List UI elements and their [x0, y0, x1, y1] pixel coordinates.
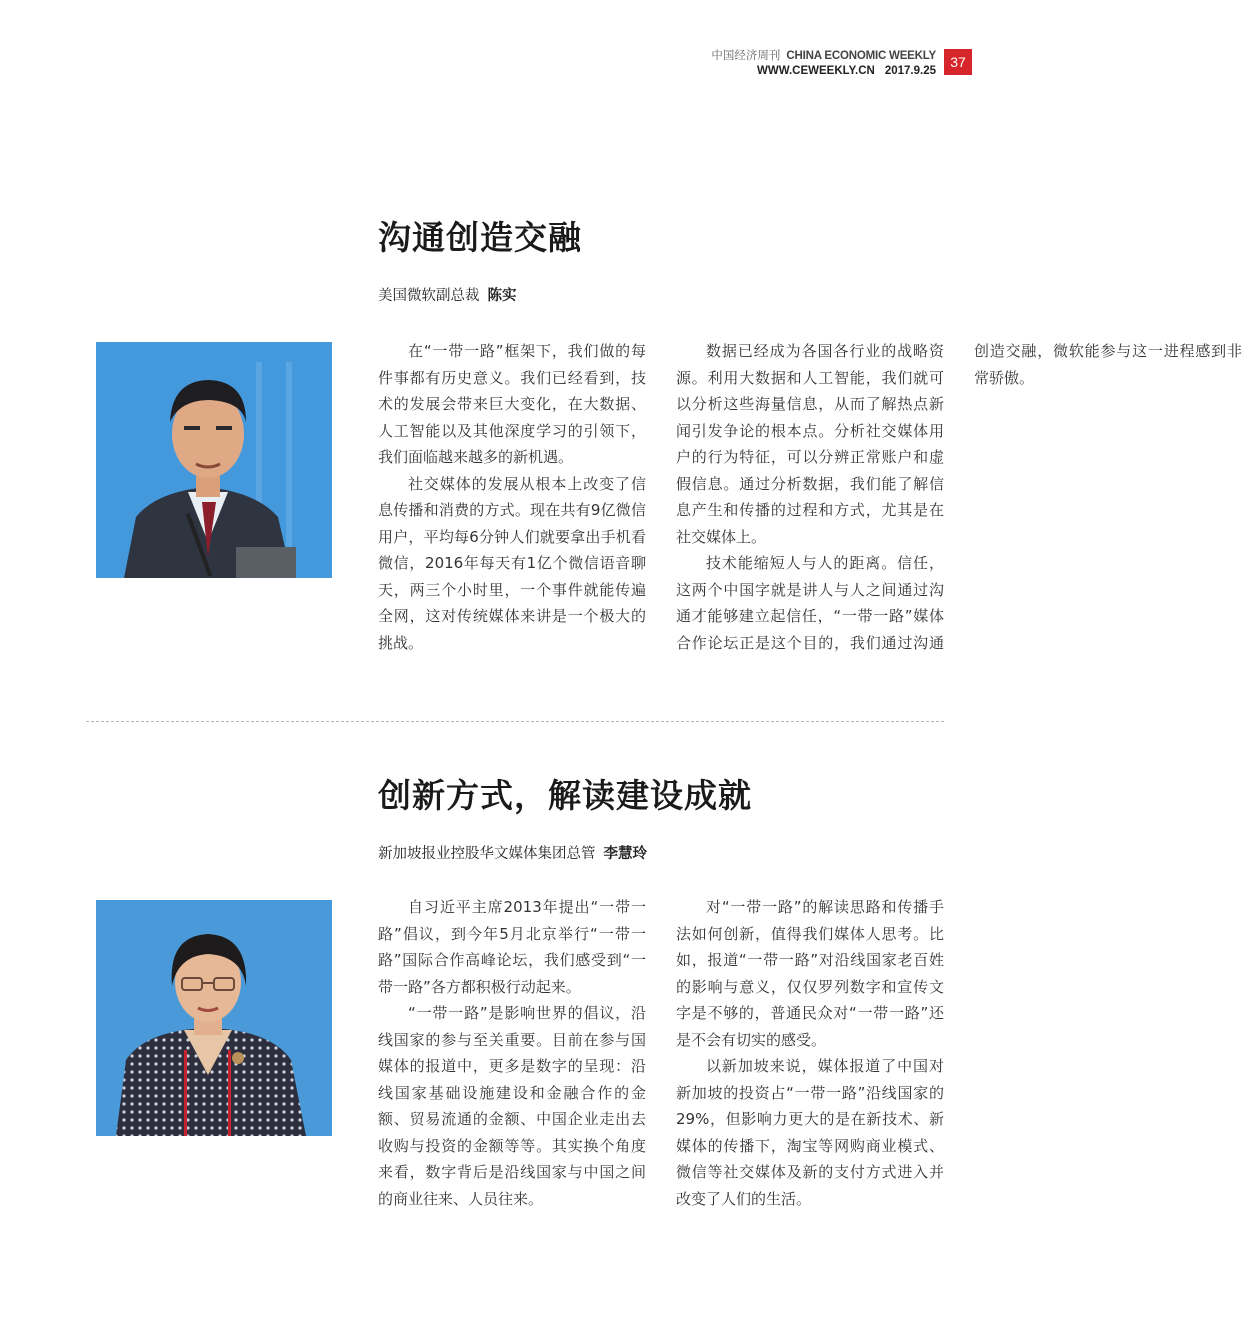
paragraph: 以新加坡来说，媒体报道了中国对新加坡的投资占“一带一路”沿线国家的29%，但影响力更大的是在新技术、新媒体的传播下，淘宝等网购商业模式、微信等社交媒体及新的支付方式进入并改变了人们的生活。 — [676, 1057, 944, 1208]
byline-name: 陈实 — [487, 288, 517, 304]
article-body — [378, 894, 944, 1214]
byline-name: 李慧玲 — [603, 846, 647, 862]
byline-role: 美国微软副总裁 — [378, 288, 480, 304]
header-text — [711, 48, 936, 79]
page-header — [711, 48, 972, 79]
magazine-website: WWW.CEWEEKLY.CN — [757, 65, 875, 77]
paragraph: 自习近平主席2013年提出“一带一路”倡议，到今年5月北京举行“一带一路”国际合作高峰论坛，我们感受到“一带一路”各方都积极行动起来。 — [378, 898, 646, 996]
article-byline — [378, 284, 517, 305]
section-divider — [86, 721, 944, 722]
issue-date: 2017.9.25 — [884, 65, 936, 77]
magazine-name-en: CHINA ECONOMIC WEEKLY — [786, 50, 936, 62]
magazine-name-cn: 中国经济周刊 — [711, 48, 781, 62]
byline-role: 新加坡报业控股华文媒体集团总管 — [378, 846, 596, 862]
speaker-photo — [96, 900, 332, 1136]
paragraph: 数据已经成为各国各行业的战略资源。利用大数据和人工智能，我们就可以分析这些海量信息，从而了解热点新闻引发争论的根本点。分析社交媒体用户的行为特征，可以分辨正常账户和虚假信息。通过分析数据，我们能了解信息产生和传播的过程和方式，尤其是在社交媒体上。 — [676, 342, 944, 546]
article-title: 创新方式，解读建设成就 — [378, 776, 752, 815]
speaker-portrait-illustration — [96, 342, 332, 578]
header-line-1 — [711, 48, 936, 64]
paragraph: 技术能缩短人与人的距离。信任，这两个中国字就是讲人与人之间通过沟通才能够建立起信任，“一带一路”媒体合作论坛正是这个目的，我们通过沟通创造交融，微软能参与这一进程感到非常骄傲。 — [676, 342, 1242, 652]
speaker-portrait-illustration — [96, 900, 332, 1136]
article-byline — [378, 842, 647, 863]
page-number: 37 — [944, 49, 972, 75]
article-body — [378, 338, 1242, 682]
paragraph: 对“一带一路”的解读思路和传播手法如何创新，值得我们媒体人思考。比如，报道“一带一路”对沿线国家老百姓的影响与意义，仅仅罗列数字和宣传文字是不够的，普通民众对“一带一路”还是不会有切实的感受。 — [676, 898, 944, 1049]
paragraph: 在“一带一路”框架下，我们做的每件事都有历史意义。我们已经看到，技术的发展会带来巨大变化，在大数据、人工智能以及其他深度学习的引领下，我们面临越来越多的新机遇。 — [378, 342, 646, 466]
paragraph: 社交媒体的发展从根本上改变了信息传播和消费的方式。现在共有9亿微信用户，平均每6分钟人们就要拿出手机看微信，2016年每天有1亿个微信语音聊天，两三个小时里，一个事件就能传遍全网，这对传统媒体来讲是一个极大的挑战。 — [378, 474, 646, 652]
paragraph: “一带一路”是影响世界的倡议，沿线国家的参与至关重要。目前在参与国媒体的报道中，更多是数字的呈现：沿线国家基础设施建设和金融合作的金额、贸易流通的金额、中国企业走出去收购与投资的金额等等。其实换个角度来看，数字背后是沿线国家与中国之间的商业往来、人员往来。 — [378, 1004, 646, 1208]
header-line-2 — [711, 64, 936, 79]
article-title: 沟通创造交融 — [378, 218, 582, 257]
speaker-photo — [96, 342, 332, 578]
